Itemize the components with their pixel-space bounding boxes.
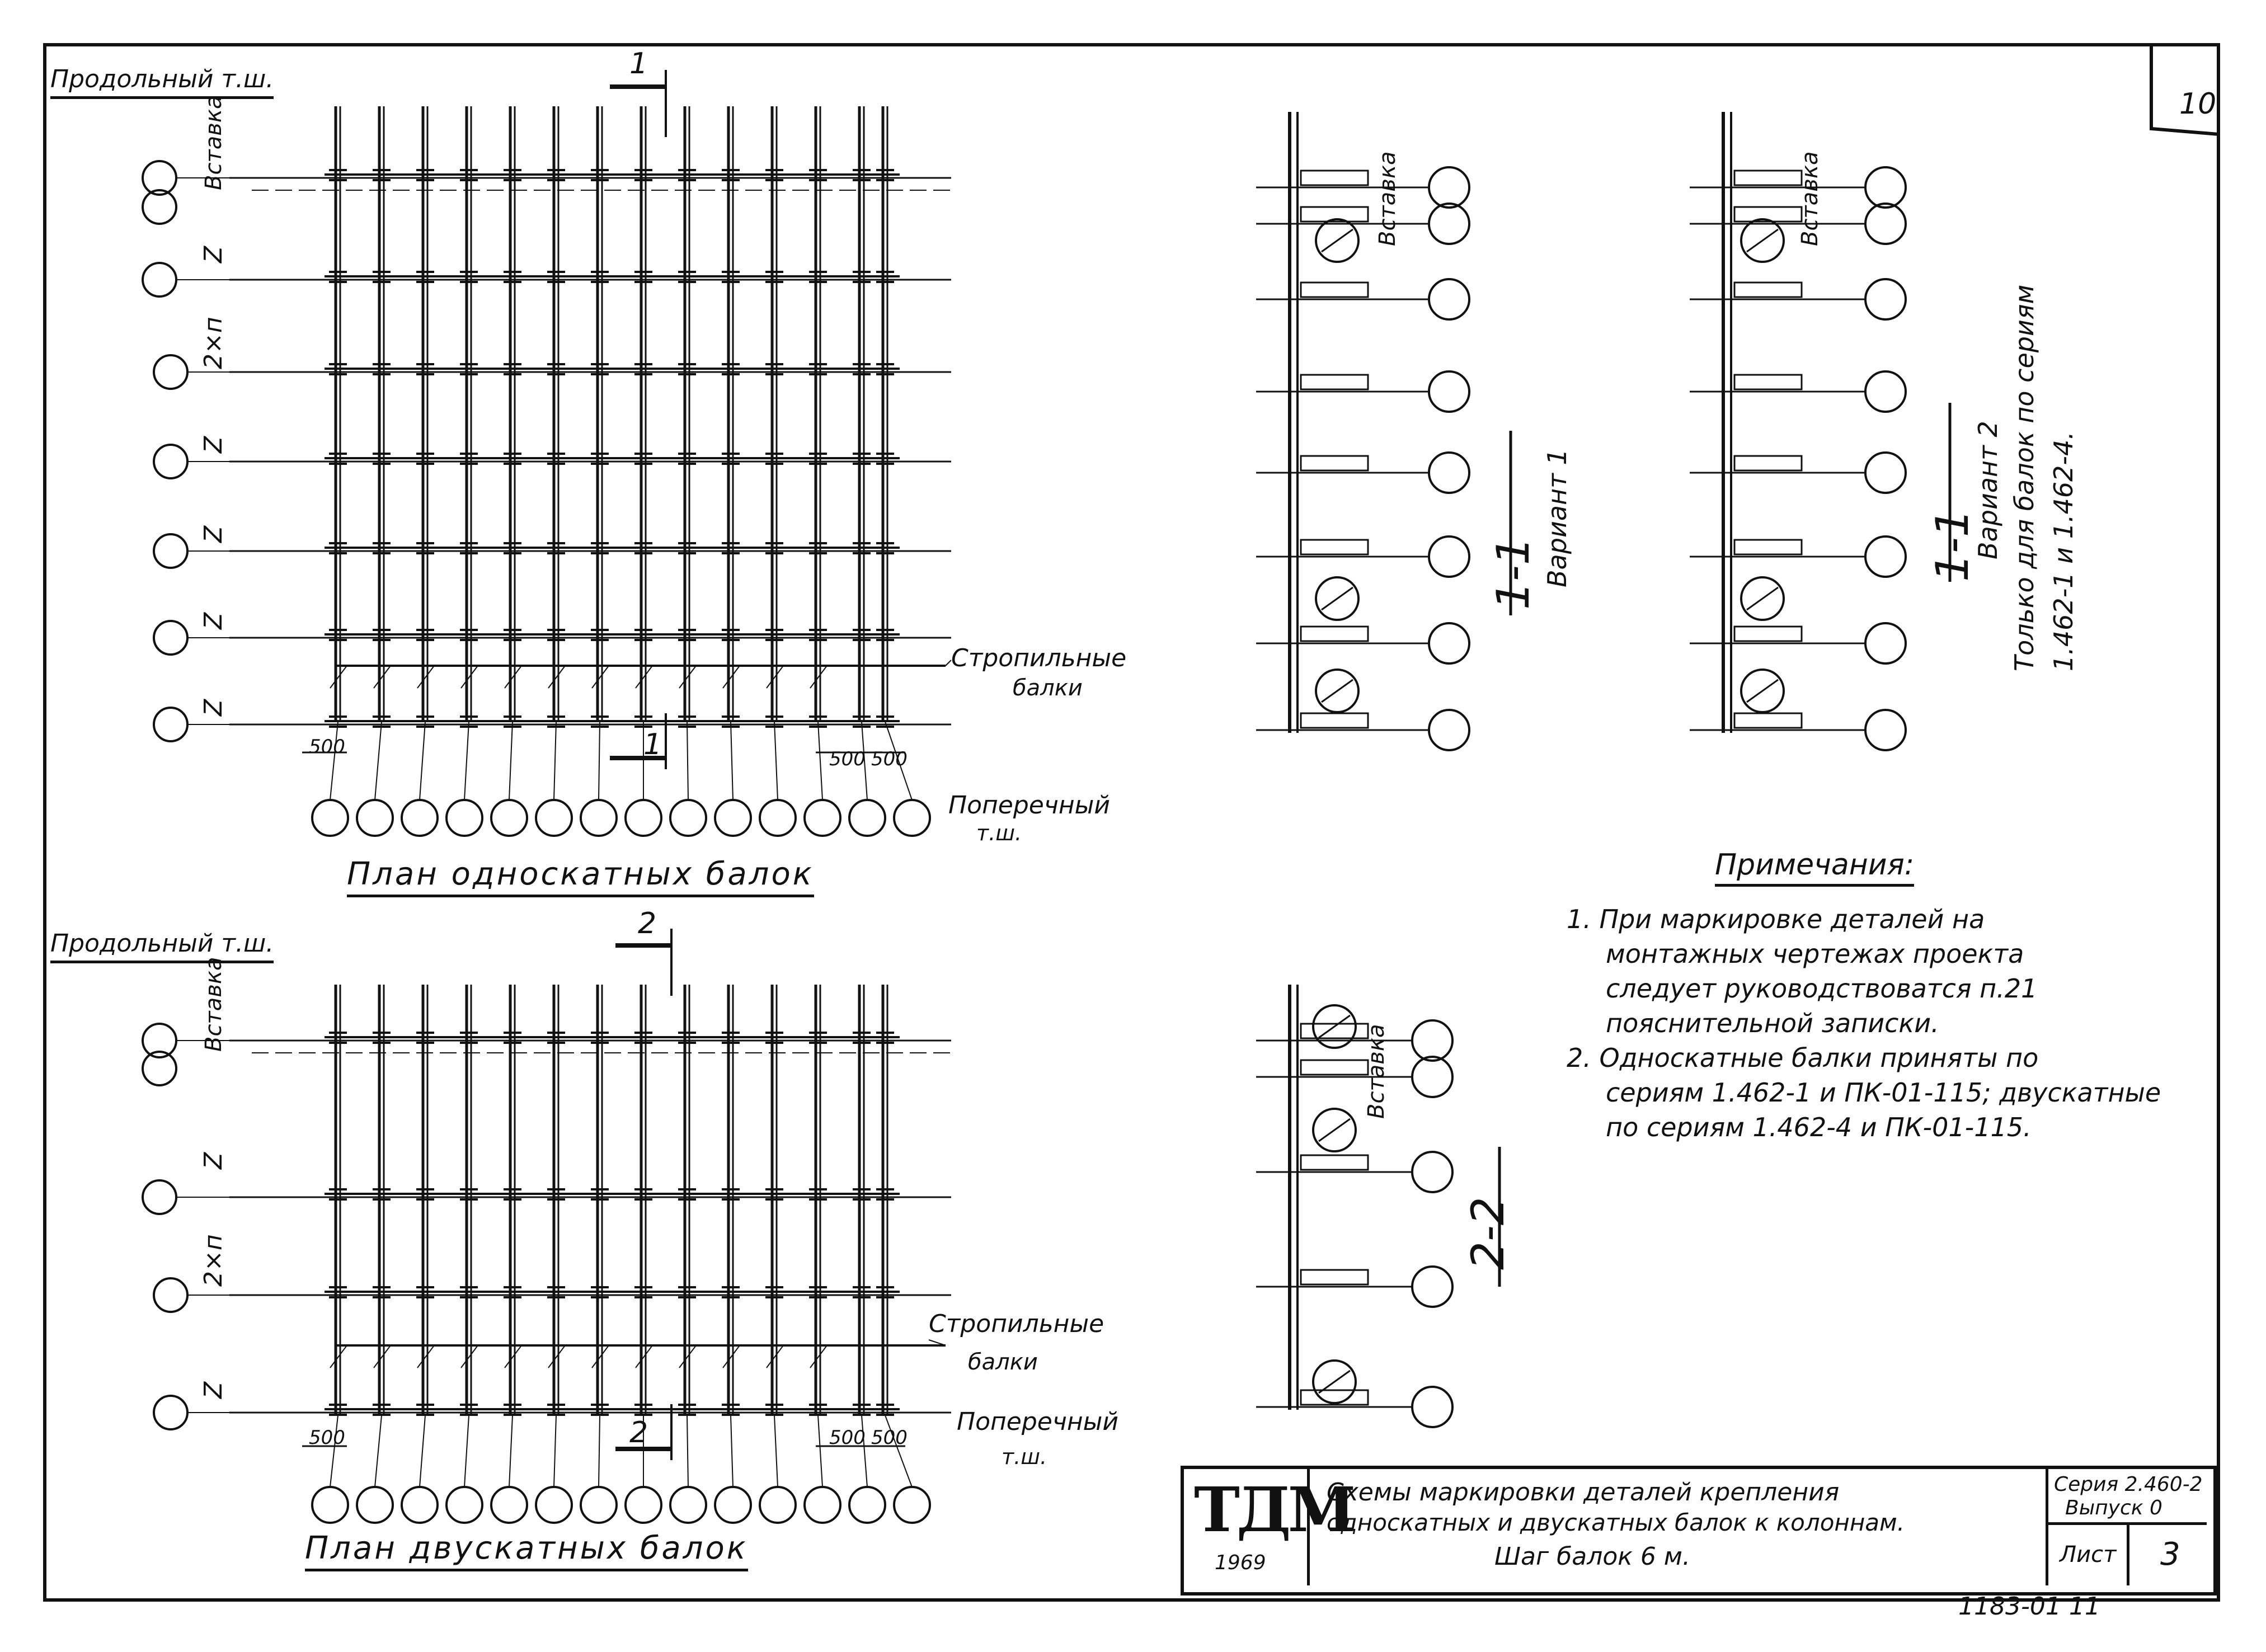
rafter-leader <box>946 660 951 666</box>
axis-bubble <box>1865 371 1906 412</box>
section-views <box>1256 112 1950 1427</box>
beam-end <box>1301 540 1368 554</box>
axis-spacing-label: Z <box>199 436 228 453</box>
issue: Выпуск 0 <box>2065 1496 2162 1519</box>
section-v2-variant: Вариант 2 <box>1973 421 2003 559</box>
axis-spacing-label: 2×п <box>199 317 228 369</box>
transverse-axis-bubble <box>760 800 796 836</box>
axis-bubble <box>1429 371 1469 412</box>
beam-end <box>1301 456 1368 470</box>
axis-leader <box>731 722 733 800</box>
plan1-rafters-label-1: Стропильные <box>951 644 1127 672</box>
rafter-tick <box>767 1345 783 1368</box>
longitudinal-axis-bubble <box>143 263 176 296</box>
notes-list <box>1567 904 2161 1142</box>
beam-end <box>1301 713 1368 728</box>
only-note-line2: 1.462-1 и 1.462-4. <box>2048 431 2079 671</box>
beam-end <box>1734 456 1802 470</box>
plan2-insert-label: Вставка <box>201 957 227 1052</box>
plan2-dim-left: 500 <box>309 1427 345 1449</box>
rafter-tick <box>810 1345 827 1368</box>
title-block <box>1181 1466 2217 1595</box>
rafter-tick <box>548 1345 565 1368</box>
longitudinal-axis-bubble <box>154 534 187 568</box>
section-22-insert-label: Вставка <box>1364 1024 1389 1119</box>
rafter-tick <box>330 666 347 688</box>
transverse-axis-bubble <box>715 1487 751 1523</box>
rafter-tick <box>636 666 652 688</box>
transverse-axis-bubble <box>536 800 572 836</box>
sheet-number: 3 <box>2160 1536 2180 1573</box>
plan2-dim-right-2: 500 <box>871 1427 908 1449</box>
longitudinal-axis-bubble <box>154 708 187 741</box>
axis-bubble <box>1429 536 1469 577</box>
rafter-tick <box>723 1345 740 1368</box>
section-22-label: 2-2 <box>1462 1197 1514 1270</box>
axis-leader <box>509 722 513 800</box>
transverse-axis-bubble <box>491 1487 527 1523</box>
section-v1-label: 1-1 <box>1487 536 1539 610</box>
title-block-sheet-cell <box>2046 1522 2129 1585</box>
beam-end <box>1734 171 1802 185</box>
axis-leader <box>464 722 469 800</box>
transverse-axis-bubble <box>760 1487 796 1523</box>
transverse-axis-bubble <box>670 800 706 836</box>
axis-leader <box>375 722 382 800</box>
note-line: пояснительной записки. <box>1606 1008 1939 1038</box>
axis-spacing-label: Z <box>199 246 228 263</box>
transverse-axis-bubble <box>849 1487 885 1523</box>
description-line3: Шаг балок 6 м. <box>1494 1542 1690 1571</box>
axis-bubble <box>1865 204 1906 244</box>
note-line: 2. Односкатные балки приняты по <box>1567 1043 2039 1073</box>
longitudinal-axis-bubble <box>154 1396 187 1429</box>
note-line: монтажных чертежах проекта <box>1606 939 2024 969</box>
beam-end <box>1301 1155 1368 1170</box>
rafter-tick <box>417 666 434 688</box>
transverse-axis-bubble <box>357 800 393 836</box>
axis-bubble <box>1429 167 1469 208</box>
plan2-rafters-label-1: Стропильные <box>929 1310 1104 1338</box>
note-line: по сериям 1.462-4 и ПК-01-115. <box>1606 1112 2032 1142</box>
axis-spacing-label: Z <box>199 1381 228 1399</box>
axis-spacing-label: Z <box>199 1152 228 1169</box>
axis-leader <box>731 1415 733 1487</box>
section-v1-variant: Вариант 1 <box>1542 449 1572 587</box>
transverse-axis-bubble <box>715 800 751 836</box>
axis-bubble <box>1412 1152 1452 1192</box>
rafter-tick <box>767 666 783 688</box>
plan2-title: План двускатных балок <box>305 1533 748 1571</box>
plan2-transverse-label-2: т.ш. <box>1002 1444 1047 1469</box>
archive-number: 1183-01 11 <box>1958 1592 2100 1621</box>
plan2-transverse-label-1: Поперечный <box>957 1408 1118 1436</box>
detail-mark-divider <box>1322 680 1353 702</box>
plan1-dim-left: 500 <box>309 736 345 758</box>
plan1-insert-label: Вставка <box>201 95 227 190</box>
axis-bubble <box>1865 536 1906 577</box>
transverse-axis-bubble <box>312 1487 348 1523</box>
axis-leader <box>687 1415 688 1487</box>
plan1-transverse-label-1: Поперечный <box>948 791 1110 820</box>
sheet-corner-number: 10 <box>2179 87 2217 121</box>
detail-mark-divider <box>1747 680 1778 702</box>
transverse-axis-bubble <box>536 1487 572 1523</box>
rafter-tick <box>461 666 478 688</box>
detail-mark-divider <box>1322 229 1353 252</box>
plan1-dim-right-1: 500 <box>829 748 866 770</box>
rafter-tick <box>330 1345 347 1368</box>
longitudinal-axis-bubble <box>154 355 187 389</box>
transverse-axis-bubble <box>312 800 348 836</box>
axis-bubble <box>1865 710 1906 750</box>
transverse-axis-bubble <box>894 1487 930 1523</box>
axis-leader <box>818 1415 822 1487</box>
rafter-tick <box>723 666 740 688</box>
axis-leader <box>420 1415 425 1487</box>
axis-leader <box>375 1415 382 1487</box>
longitudinal-axis-bubble <box>143 1180 176 1214</box>
detail-mark-divider <box>1747 587 1778 610</box>
axis-spacing-label: Z <box>199 525 228 543</box>
plan2-dim-right-1: 500 <box>829 1427 866 1449</box>
plan1-section-mark-bottom: 1 <box>643 728 662 761</box>
section-v2-insert-label: Вставка <box>1797 151 1823 246</box>
axis-leader <box>330 722 338 800</box>
note-line: сериям 1.462-1 и ПК-01-115; двускатные <box>1606 1077 2161 1108</box>
beam-end <box>1301 375 1368 389</box>
year: 1969 <box>1215 1551 1266 1574</box>
transverse-axis-bubble <box>491 800 527 836</box>
plan2-section-mark-bottom: 2 <box>629 1416 648 1449</box>
rafter-tick <box>592 666 609 688</box>
detail-mark-divider <box>1747 229 1778 252</box>
beam-end <box>1301 1060 1368 1075</box>
longitudinal-axis-bubble <box>154 1278 187 1312</box>
transverse-axis-bubble <box>805 1487 840 1523</box>
axis-bubble <box>1865 453 1906 493</box>
beam-end <box>1301 283 1368 297</box>
plan1-rafters-label-2: балки <box>1013 675 1083 701</box>
axis-spacing-label: Z <box>199 699 228 716</box>
axis-leader <box>509 1415 513 1487</box>
beam-end <box>1734 627 1802 641</box>
axis-spacing-label: Z <box>199 612 228 629</box>
plan2-longitudinal-label: Продольный т.ш. <box>50 931 274 963</box>
rafter-tick <box>374 1345 391 1368</box>
section-v1-insert-label: Вставка <box>1375 151 1400 246</box>
axis-leader <box>464 1415 469 1487</box>
transverse-axis-bubble <box>402 1487 438 1523</box>
axis-bubble <box>1865 167 1906 208</box>
plan1-dim-right-2: 500 <box>871 748 908 770</box>
axis-leader <box>687 722 688 800</box>
axis-bubble <box>1429 279 1469 319</box>
sheet-label: Лист <box>2060 1542 2117 1568</box>
transverse-axis-bubble <box>581 1487 617 1523</box>
beam-end <box>1301 171 1368 185</box>
rafter-tick <box>679 1345 696 1368</box>
axis-leader <box>599 722 600 800</box>
transverse-axis-bubble <box>402 800 438 836</box>
axis-leader <box>554 1415 556 1487</box>
rafter-tick <box>636 1345 652 1368</box>
axis-bubble <box>1412 1267 1452 1307</box>
axis-spacing-label: 2×п <box>199 1234 228 1287</box>
rafter-tick <box>810 666 827 688</box>
note-line: 1. При маркировке деталей на <box>1567 904 1985 934</box>
rafter-tick <box>374 666 391 688</box>
title-block-logo-cell <box>1184 1469 1353 1585</box>
transverse-axis-bubble <box>670 1487 706 1523</box>
transverse-axis-bubble <box>357 1487 393 1523</box>
transverse-axis-bubble <box>894 800 930 836</box>
axis-leader <box>420 722 425 800</box>
detail-mark-divider <box>1319 1119 1350 1141</box>
plan1-title: План односкатных балок <box>347 859 814 897</box>
rafter-tick <box>505 1345 521 1368</box>
axis-bubble <box>1412 1020 1452 1061</box>
detail-mark-divider <box>1319 1015 1350 1038</box>
sheet-frame <box>45 45 2218 1600</box>
plan2-rafters-label-2: балки <box>968 1349 1038 1375</box>
axis-bubble <box>1429 453 1469 493</box>
axis-leader <box>599 1415 600 1487</box>
plan1-section-mark-top: 1 <box>629 47 648 81</box>
axis-leader <box>554 722 556 800</box>
section-v2-label: 1-1 <box>1926 509 1978 582</box>
series: Серия 2.460-2 <box>2054 1473 2203 1496</box>
notes-title: Примечания: <box>1715 850 1914 887</box>
only-note-line1: Только для балок по сериям <box>2009 284 2039 671</box>
axis-bubble <box>1429 623 1469 663</box>
transverse-axis-bubble <box>446 800 482 836</box>
beam-end <box>1734 375 1802 389</box>
beam-end <box>1734 713 1802 728</box>
title-block-series-cell <box>2046 1469 2207 1525</box>
longitudinal-axis-bubble <box>154 621 187 655</box>
axis-bubble <box>1429 204 1469 244</box>
axis-leader <box>818 722 822 800</box>
longitudinal-axis-bubble <box>154 445 187 478</box>
beam-end <box>1301 1270 1368 1284</box>
plan1-longitudinal-label: Продольный т.ш. <box>50 67 274 99</box>
description-line2: односкатных и двускатных балок к колоннам. <box>1327 1509 1905 1536</box>
rafter-tick <box>679 666 696 688</box>
beam-end <box>1301 627 1368 641</box>
rafter-tick <box>592 1345 609 1368</box>
rafter-tick <box>548 666 565 688</box>
axis-bubble <box>1865 279 1906 319</box>
beam-end <box>1734 540 1802 554</box>
transverse-axis-bubble <box>446 1487 482 1523</box>
axis-bubble <box>1865 623 1906 663</box>
axis-bubble <box>1412 1057 1452 1097</box>
rafter-tick <box>461 1345 478 1368</box>
transverse-axis-bubble <box>626 1487 661 1523</box>
logo: ТДМ <box>1194 1474 1353 1546</box>
axis-bubble <box>1412 1387 1452 1427</box>
plan2-section-mark-top: 2 <box>638 907 657 940</box>
axis-leader <box>774 1415 778 1487</box>
note-line: следует руководствоватся п.21 <box>1606 973 2038 1004</box>
transverse-axis-bubble <box>581 800 617 836</box>
transverse-axis-bubble <box>805 800 840 836</box>
rafter-tick <box>505 666 521 688</box>
detail-mark-divider <box>1322 587 1353 610</box>
plan1-transverse-label-2: т.ш. <box>976 821 1022 845</box>
axis-bubble <box>1429 710 1469 750</box>
plan-single-slope <box>143 70 951 836</box>
beam-end <box>1734 283 1802 297</box>
axis-leader <box>774 722 778 800</box>
transverse-axis-bubble <box>626 800 661 836</box>
transverse-axis-bubble <box>849 800 885 836</box>
rafter-tick <box>417 1345 434 1368</box>
description-line1: Схемы маркировки деталей крепления <box>1327 1478 1840 1507</box>
